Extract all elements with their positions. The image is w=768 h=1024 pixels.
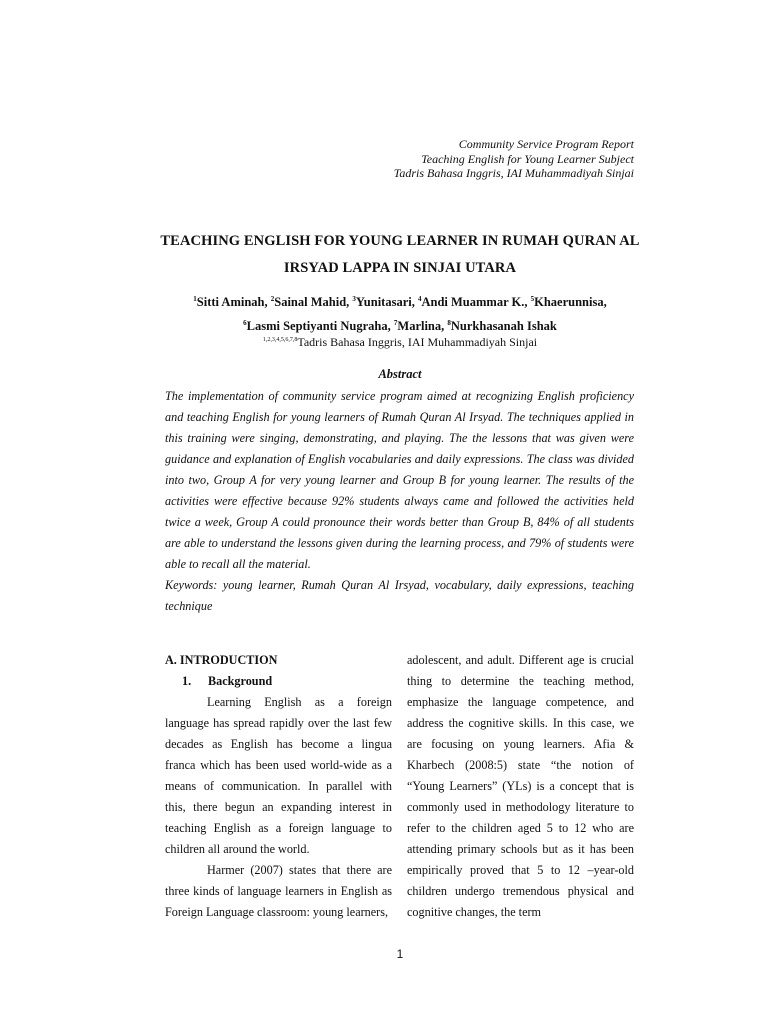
author-name: Khaerunnisa, xyxy=(534,295,607,309)
subsection-number: 1. xyxy=(182,674,192,688)
paragraph: Harmer (2007) states that there are three kinds of language learners in English as Foreign Language classroom: young learners, xyxy=(165,863,392,919)
author-mark: 8 xyxy=(447,318,451,327)
author-mark: 5 xyxy=(530,294,535,303)
author-mark: 6 xyxy=(243,318,247,327)
paper-title xyxy=(150,228,650,282)
author-list xyxy=(160,290,640,338)
author-name: Sainal Mahid, xyxy=(274,295,353,309)
author-mark: 2 xyxy=(270,294,275,303)
header-line-1: Community Service Program Report xyxy=(458,137,634,151)
affiliation-marks: 1,2,3,4,5,6,7,8 xyxy=(262,337,298,343)
column-right xyxy=(407,650,634,923)
header-line-3: Tadris Bahasa Inggris, IAI Muhammadiyah Sinjai xyxy=(393,166,634,180)
affiliation xyxy=(160,335,640,349)
column-left xyxy=(165,650,392,923)
subsection-title: Background xyxy=(208,674,273,688)
keywords: Keywords: young learner, Rumah Quran Al Irsyad, vocabulary, daily expressions, teaching technique xyxy=(165,578,634,613)
author-name: Nurkhasanah Ishak xyxy=(450,319,557,333)
author-mark: 7 xyxy=(393,318,398,327)
author-mark: 1 xyxy=(193,294,197,303)
title-line-2: IRSYAD LAPPA IN SINJAI UTARA xyxy=(283,260,517,276)
title-line-1: TEACHING ENGLISH FOR YOUNG LEARNER IN RUMAH QURAN AL xyxy=(160,233,640,249)
section-heading-introduction: A. INTRODUCTION xyxy=(165,653,278,667)
abstract-heading: Abstract xyxy=(378,367,422,381)
page-number: 1 xyxy=(396,947,404,961)
author-line-1 xyxy=(160,290,640,314)
author-name: Lasmi Septiyanti Nugraha, xyxy=(246,319,394,333)
author-name: Sitti Aminah, xyxy=(196,295,271,309)
author-mark: 3 xyxy=(352,294,356,303)
paragraph: adolescent, and adult. Different age is crucial thing to determine the teaching method, emphasize the language competence, and address the cognitive skills. In this case, we are focusing on young learners. Afia & Kharbech (2008:5) state “the notion of “Young Learners” (YLs) is a concept that is commonly used in methodology literature to refer to the children aged 5 to 12 who are attending primary schools but as it has been empirically proved that 5 to 12 –year-old children undergo tremendous physical and cognitive changes, the term xyxy=(407,653,634,919)
paragraph: Learning English as a foreign language has spread rapidly over the last few decades as English has become a lingua franca which has been used world-wide as a means of communication. In parallel with this, there begun an expanding interest in teaching English as a foreign language to children all around the world. xyxy=(165,695,392,856)
abstract-body: The implementation of community service program aimed at recognizing English proficiency and teaching English for young learners of Rumah Quran Al Irsyad. The techniques applied in this training were singing, demonstrating, and playing. The the lessons that was given were guidance and explanation of English vocabularies and daily expressions. The class was divided into two, Group A for very young learner and Group B for young learner. The results of the activities were effective because 92% students always came and followed the activities held twice a week, Group A could pronounce their words better than Group B, 84% of all students are able to understand the lessons given during the learning process, and 79% of students were able to recall all the material. xyxy=(165,389,634,571)
affiliation-text: Tadris Bahasa Inggris, IAI Muhammadiyah Sinjai xyxy=(297,335,538,349)
author-name: Marlina, xyxy=(397,319,448,333)
subsection-heading-background xyxy=(165,671,392,692)
author-name: Andi Muammar K., xyxy=(421,295,531,309)
author-mark: 4 xyxy=(417,294,422,303)
header-line-2: Teaching English for Young Learner Subject xyxy=(421,151,634,166)
author-name: Yunitasari, xyxy=(355,295,418,309)
running-header xyxy=(394,137,634,181)
